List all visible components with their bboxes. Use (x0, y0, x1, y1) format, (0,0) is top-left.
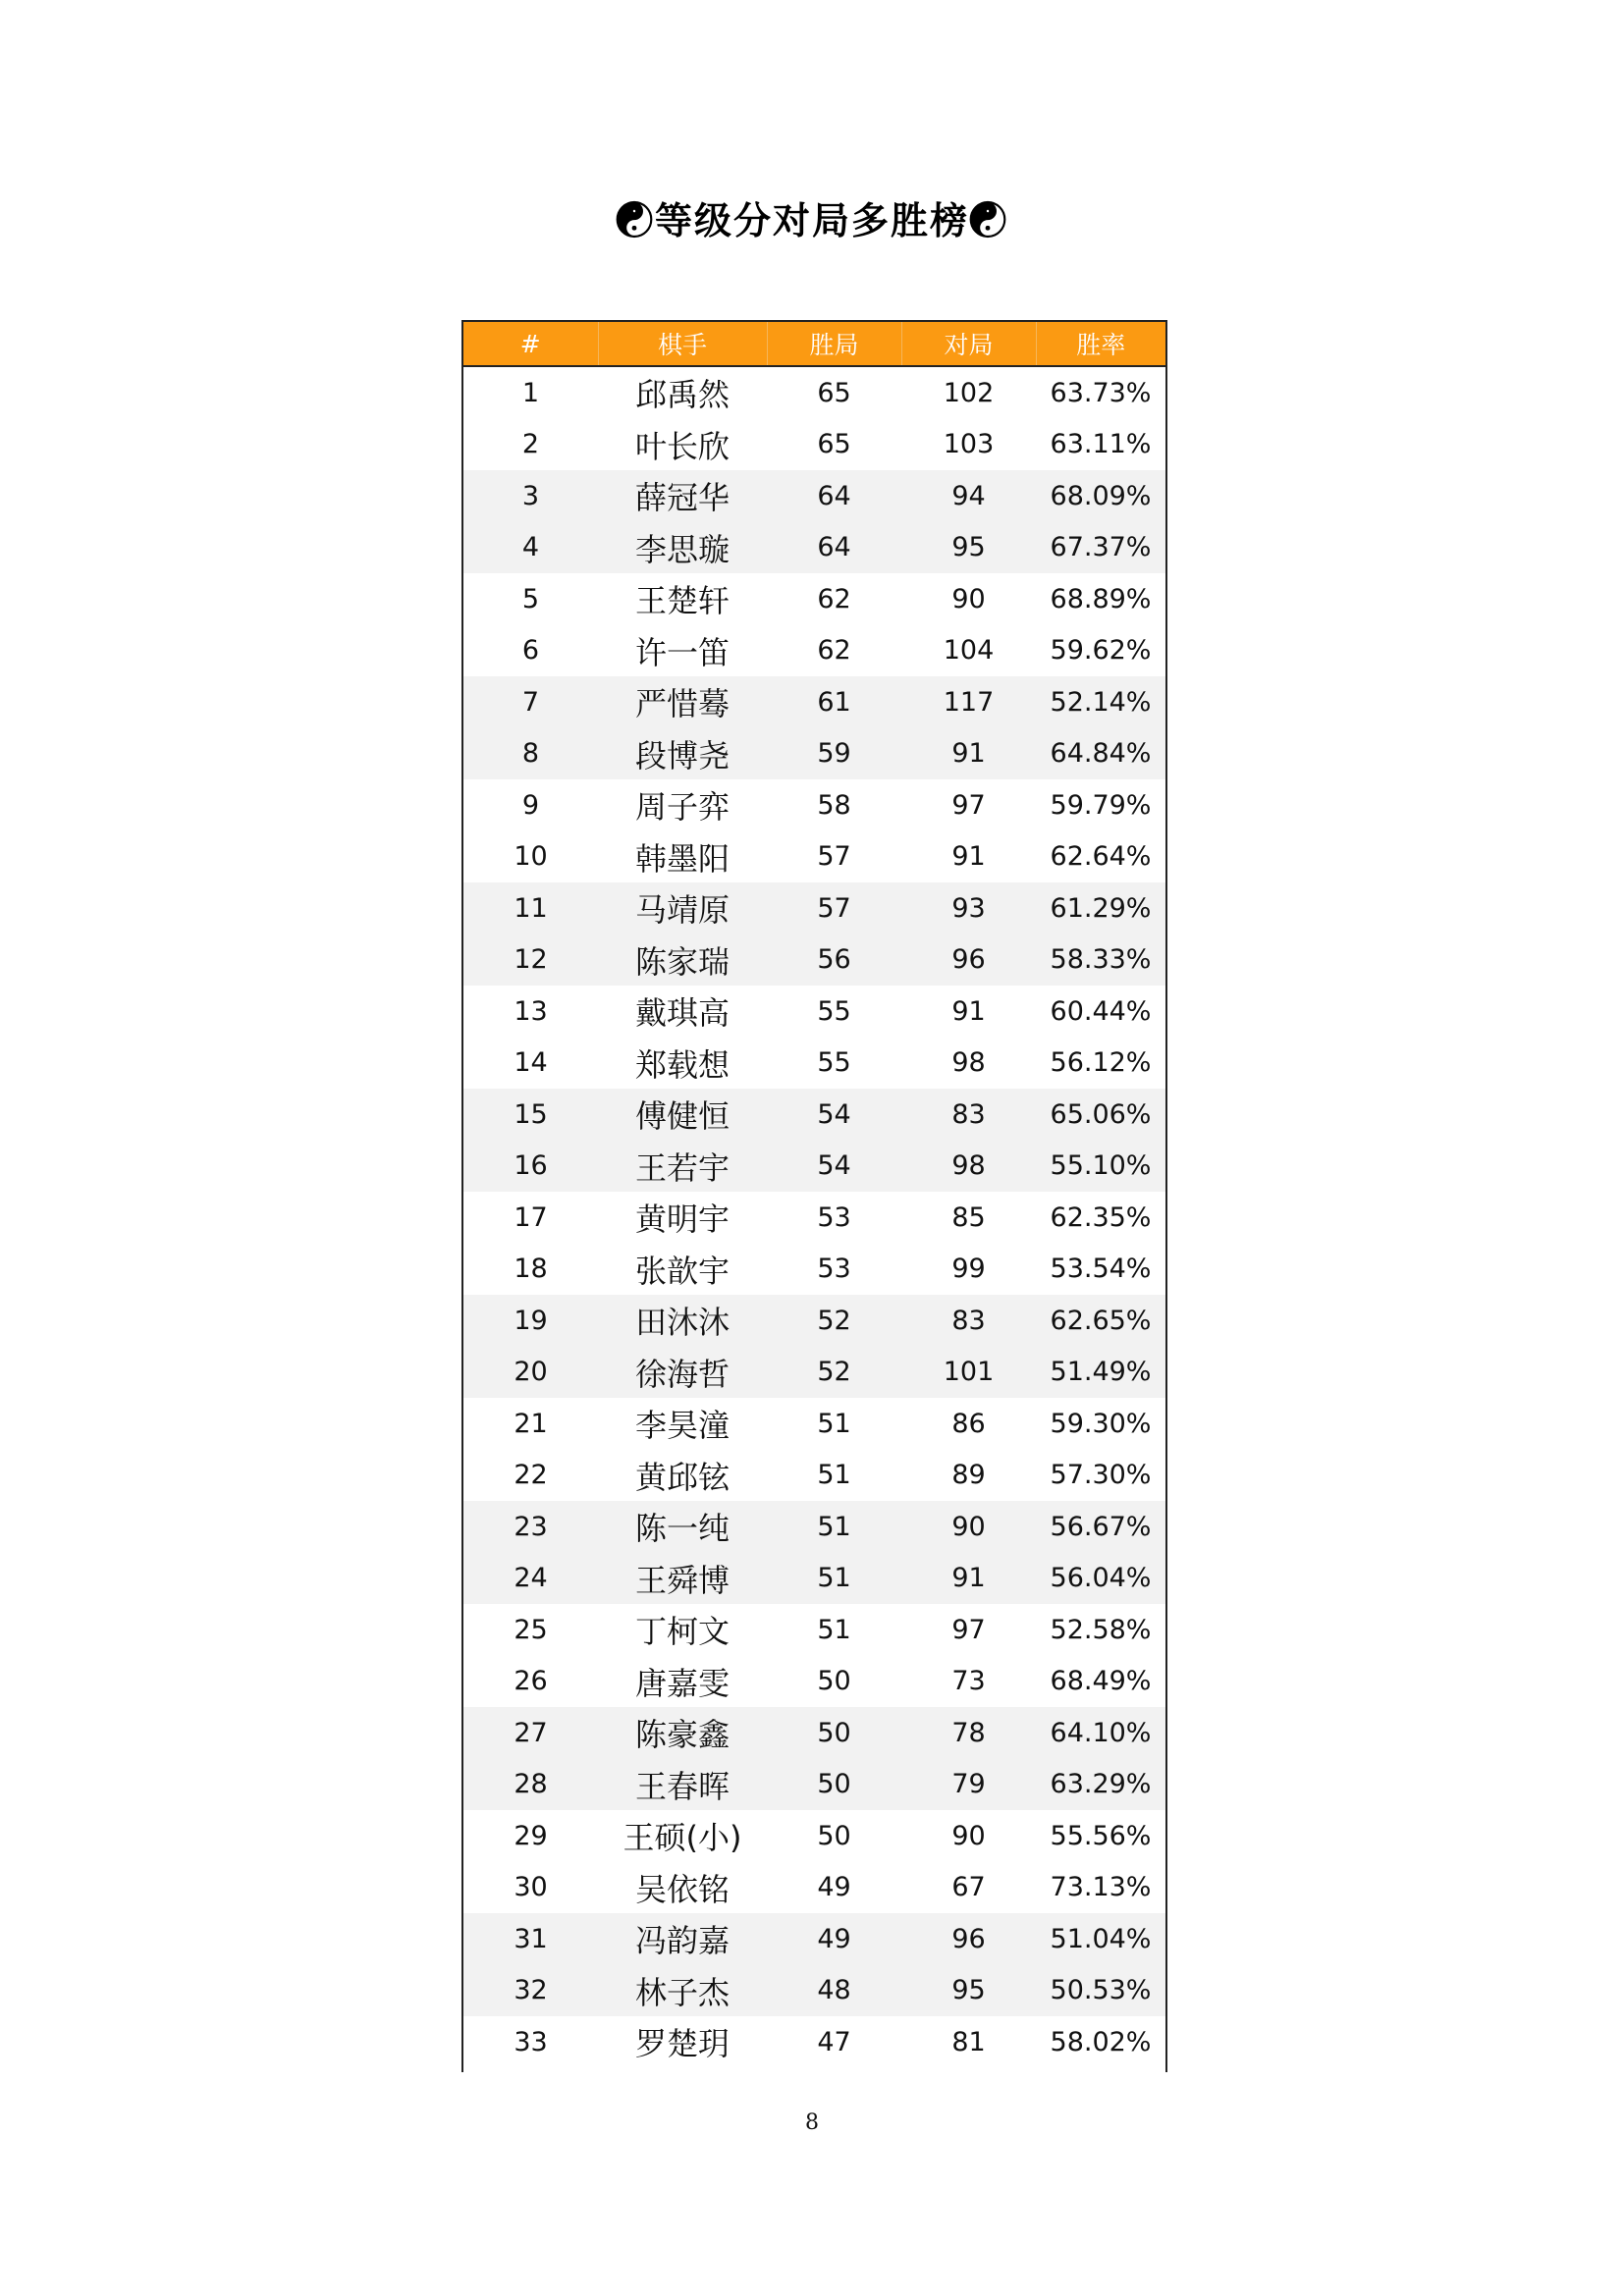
cell-wins: 55 (817, 995, 851, 1027)
cell-rank: 24 (463, 1553, 598, 1605)
cell-games: 95 (901, 1965, 1036, 2017)
cell-win-rate: 55.10% (1036, 1141, 1165, 1193)
cell-wins: 65 (817, 377, 851, 408)
cell-games: 81 (951, 2026, 986, 2057)
cell-rank: 17 (514, 1201, 548, 1233)
table-row (463, 1913, 1165, 1965)
cell-wins: 53 (817, 1201, 851, 1233)
cell-rank: 27 (463, 1707, 598, 1759)
cell-rank: 14 (514, 1047, 548, 1079)
cell-games: 90 (951, 1820, 986, 1851)
cell-wins: 51 (817, 1460, 851, 1491)
cell-rank: 21 (514, 1408, 548, 1439)
cell-win-rate: 59.62% (1050, 635, 1152, 667)
cell-win-rate: 51.04% (1036, 1913, 1165, 1965)
cell-rank: 28 (463, 1759, 598, 1811)
table-row (463, 728, 1165, 780)
cell-rank: 30 (514, 1872, 548, 1903)
table-body (463, 366, 1165, 2068)
cell-rank: 15 (463, 1089, 598, 1141)
cell-win-rate: 58.02% (1050, 2026, 1152, 2057)
cell-wins: 62 (817, 635, 851, 667)
table-row (463, 1707, 1165, 1759)
header-win-rate: 胜率 (1076, 331, 1126, 359)
cell-wins: 50 (767, 1707, 901, 1759)
cell-win-rate: 59.79% (1050, 789, 1152, 821)
cell-wins: 49 (817, 1872, 851, 1903)
cell-games: 91 (951, 995, 986, 1027)
table-row (463, 986, 1165, 1038)
cell-games: 99 (951, 1254, 986, 1285)
cell-wins: 50 (817, 1666, 851, 1697)
cell-player-name: 傅健恒 (598, 1089, 767, 1141)
cell-rank: 5 (521, 583, 540, 614)
cell-rank: 16 (463, 1141, 598, 1193)
header-rank: # (463, 322, 598, 366)
cell-win-rate: 57.30% (1050, 1460, 1152, 1491)
header-games: 对局 (901, 322, 1036, 366)
cell-player-name: 段博尧 (598, 728, 767, 780)
cell-games: 67 (951, 1872, 986, 1903)
table-row (463, 1553, 1165, 1605)
cell-wins: 65 (817, 429, 851, 460)
table-row (463, 882, 1165, 934)
cell-wins: 58 (817, 789, 851, 821)
cell-games: 98 (951, 1047, 986, 1079)
cell-win-rate: 68.49% (1050, 1666, 1152, 1697)
cell-win-rate: 56.12% (1050, 1047, 1152, 1079)
cell-win-rate: 64.84% (1036, 728, 1165, 780)
cell-player-name: 李昊潼 (634, 1407, 730, 1445)
cell-wins: 51 (767, 1501, 901, 1553)
cell-player-name: 许一笛 (634, 633, 730, 671)
table-row (463, 1295, 1165, 1347)
cell-wins: 64 (767, 470, 901, 522)
cell-win-rate: 60.44% (1050, 995, 1152, 1027)
cell-win-rate: 65.06% (1036, 1089, 1165, 1141)
cell-wins: 51 (817, 1408, 851, 1439)
cell-rank: 22 (514, 1460, 548, 1491)
cell-games: 79 (901, 1759, 1036, 1811)
cell-rank: 26 (514, 1666, 548, 1697)
cell-wins: 57 (767, 882, 901, 934)
cell-wins: 52 (767, 1347, 901, 1399)
cell-games: 85 (951, 1201, 986, 1233)
page-number: 8 (805, 2110, 819, 2135)
cell-player-name: 王舜博 (598, 1553, 767, 1605)
table-row (463, 1038, 1165, 1090)
cell-games: 90 (901, 1501, 1036, 1553)
cell-wins: 51 (817, 1614, 851, 1645)
header-player: 棋手 (598, 322, 767, 366)
cell-player-name: 王若宇 (598, 1141, 767, 1193)
cell-wins: 49 (767, 1913, 901, 1965)
ranking-table-container (461, 320, 1167, 2072)
cell-win-rate: 50.53% (1036, 1965, 1165, 2017)
table-row (463, 1141, 1165, 1193)
table-row (463, 470, 1165, 522)
cell-games: 103 (943, 429, 995, 460)
cell-games: 98 (901, 1141, 1036, 1193)
cell-rank: 25 (514, 1614, 548, 1645)
cell-wins: 61 (767, 676, 901, 728)
cell-win-rate: 51.49% (1036, 1347, 1165, 1399)
table-row (463, 419, 1165, 471)
cell-games: 95 (901, 522, 1036, 574)
cell-rank: 1 (521, 377, 540, 408)
cell-wins: 52 (767, 1295, 901, 1347)
cell-player-name: 叶长欣 (634, 427, 730, 465)
ranking-table (463, 322, 1165, 2068)
cell-rank: 12 (463, 934, 598, 987)
table-row (463, 1656, 1165, 1708)
table-row (463, 1759, 1165, 1811)
cell-wins: 64 (767, 522, 901, 574)
table-row (463, 1244, 1165, 1296)
cell-games: 93 (901, 882, 1036, 934)
table-row (463, 1604, 1165, 1656)
cell-wins: 62 (817, 583, 851, 614)
cell-rank: 6 (521, 635, 540, 667)
cell-rank: 33 (514, 2026, 548, 2057)
cell-player-name: 冯韵嘉 (598, 1913, 767, 1965)
cell-player-name: 陈一纯 (598, 1501, 767, 1553)
cell-win-rate: 62.64% (1050, 841, 1152, 873)
cell-player-name: 王硕(小) (623, 1819, 742, 1857)
table-row (463, 573, 1165, 625)
table-row (463, 1862, 1165, 1914)
table-row (463, 1450, 1165, 1502)
cell-player-name: 马靖原 (598, 882, 767, 934)
table-row (463, 522, 1165, 574)
cell-player-name: 黄邱铉 (634, 1458, 730, 1496)
cell-rank: 4 (463, 522, 598, 574)
cell-wins: 50 (817, 1820, 851, 1851)
cell-win-rate: 59.30% (1050, 1408, 1152, 1439)
cell-player-name: 王春晖 (598, 1759, 767, 1811)
cell-rank: 13 (514, 995, 548, 1027)
cell-player-name: 丁柯文 (634, 1613, 730, 1651)
cell-player-name: 邱禹然 (634, 376, 730, 414)
table-row (463, 676, 1165, 728)
cell-rank: 11 (463, 882, 598, 934)
cell-wins: 55 (817, 1047, 851, 1079)
cell-win-rate: 67.37% (1036, 522, 1165, 574)
cell-wins: 54 (767, 1141, 901, 1193)
cell-player-name: 戴琪高 (634, 994, 730, 1033)
cell-games: 94 (901, 470, 1036, 522)
cell-player-name: 王楚轩 (634, 582, 730, 620)
cell-player-name: 黄明宇 (634, 1201, 730, 1239)
cell-player-name: 郑载想 (634, 1045, 730, 1084)
cell-wins: 56 (767, 934, 901, 987)
cell-win-rate: 61.29% (1036, 882, 1165, 934)
cell-games: 73 (951, 1666, 986, 1697)
cell-wins: 57 (817, 841, 851, 873)
cell-win-rate: 58.33% (1036, 934, 1165, 987)
cell-win-rate: 53.54% (1050, 1254, 1152, 1285)
table-row (463, 1089, 1165, 1141)
cell-wins: 50 (767, 1759, 901, 1811)
cell-win-rate: 63.11% (1050, 429, 1152, 460)
cell-games: 102 (943, 377, 995, 408)
cell-win-rate: 63.29% (1036, 1759, 1165, 1811)
cell-games: 96 (901, 934, 1036, 987)
cell-win-rate: 56.67% (1036, 1501, 1165, 1553)
cell-wins: 54 (767, 1089, 901, 1141)
cell-rank: 7 (463, 676, 598, 728)
cell-player-name: 田沐沐 (598, 1295, 767, 1347)
cell-win-rate: 52.14% (1036, 676, 1165, 728)
table-row (463, 1398, 1165, 1450)
cell-win-rate: 64.10% (1036, 1707, 1165, 1759)
cell-games: 96 (901, 1913, 1036, 1965)
cell-win-rate: 73.13% (1050, 1872, 1152, 1903)
page-title: ☯等级分对局多胜榜☯ (615, 198, 1008, 242)
cell-player-name: 严惜蓦 (598, 676, 767, 728)
table-row (463, 366, 1165, 419)
cell-games: 104 (943, 635, 995, 667)
cell-player-name: 罗楚玥 (634, 2025, 730, 2063)
cell-player-name: 徐海哲 (598, 1347, 767, 1399)
cell-rank: 18 (514, 1254, 548, 1285)
cell-win-rate: 68.89% (1050, 583, 1152, 614)
cell-rank: 8 (463, 728, 598, 780)
cell-rank: 2 (521, 429, 540, 460)
cell-games: 89 (951, 1460, 986, 1491)
cell-player-name: 韩墨阳 (634, 839, 730, 878)
cell-win-rate: 56.04% (1036, 1553, 1165, 1605)
cell-games: 91 (901, 728, 1036, 780)
table-row (463, 934, 1165, 987)
cell-wins: 51 (767, 1553, 901, 1605)
cell-rank: 9 (521, 789, 540, 821)
cell-player-name: 唐嘉雯 (634, 1664, 730, 1702)
table-row (463, 1192, 1165, 1244)
table-row (463, 625, 1165, 677)
cell-wins: 59 (767, 728, 901, 780)
cell-win-rate: 62.65% (1036, 1295, 1165, 1347)
table-row (463, 1965, 1165, 2017)
table-row (463, 1501, 1165, 1553)
cell-games: 117 (901, 676, 1036, 728)
cell-rank: 23 (463, 1501, 598, 1553)
cell-rank: 10 (514, 841, 548, 873)
cell-win-rate: 63.73% (1050, 377, 1152, 408)
header-wins: 胜局 (767, 322, 901, 366)
table-header-row (463, 322, 1165, 366)
cell-games: 83 (901, 1089, 1036, 1141)
cell-wins: 47 (817, 2026, 851, 2057)
cell-games: 97 (951, 789, 986, 821)
cell-wins: 48 (767, 1965, 901, 2017)
cell-player-name: 吴依铭 (634, 1870, 730, 1908)
cell-games: 78 (901, 1707, 1036, 1759)
cell-games: 101 (901, 1347, 1036, 1399)
table-row (463, 779, 1165, 831)
cell-player-name: 李思璇 (598, 522, 767, 574)
cell-wins: 53 (817, 1254, 851, 1285)
cell-player-name: 陈豪鑫 (598, 1707, 767, 1759)
cell-rank: 29 (514, 1820, 548, 1851)
cell-player-name: 陈家瑞 (598, 934, 767, 987)
table-row (463, 2016, 1165, 2068)
cell-rank: 19 (463, 1295, 598, 1347)
cell-player-name: 薛冠华 (598, 470, 767, 522)
table-row (463, 1810, 1165, 1862)
cell-player-name: 张歆宇 (634, 1252, 730, 1290)
cell-win-rate: 62.35% (1050, 1201, 1152, 1233)
cell-player-name: 周子弈 (634, 788, 730, 827)
cell-games: 90 (951, 583, 986, 614)
cell-win-rate: 52.58% (1050, 1614, 1152, 1645)
cell-games: 83 (901, 1295, 1036, 1347)
cell-games: 91 (951, 841, 986, 873)
table-row (463, 1347, 1165, 1399)
table-row (463, 831, 1165, 883)
cell-rank: 32 (463, 1965, 598, 2017)
cell-rank: 3 (463, 470, 598, 522)
cell-games: 86 (951, 1408, 986, 1439)
cell-games: 91 (901, 1553, 1036, 1605)
table-header (463, 322, 1165, 366)
cell-player-name: 林子杰 (598, 1965, 767, 2017)
cell-games: 97 (951, 1614, 986, 1645)
cell-win-rate: 68.09% (1036, 470, 1165, 522)
cell-rank: 31 (463, 1913, 598, 1965)
cell-rank: 20 (463, 1347, 598, 1399)
cell-win-rate: 55.56% (1050, 1820, 1152, 1851)
